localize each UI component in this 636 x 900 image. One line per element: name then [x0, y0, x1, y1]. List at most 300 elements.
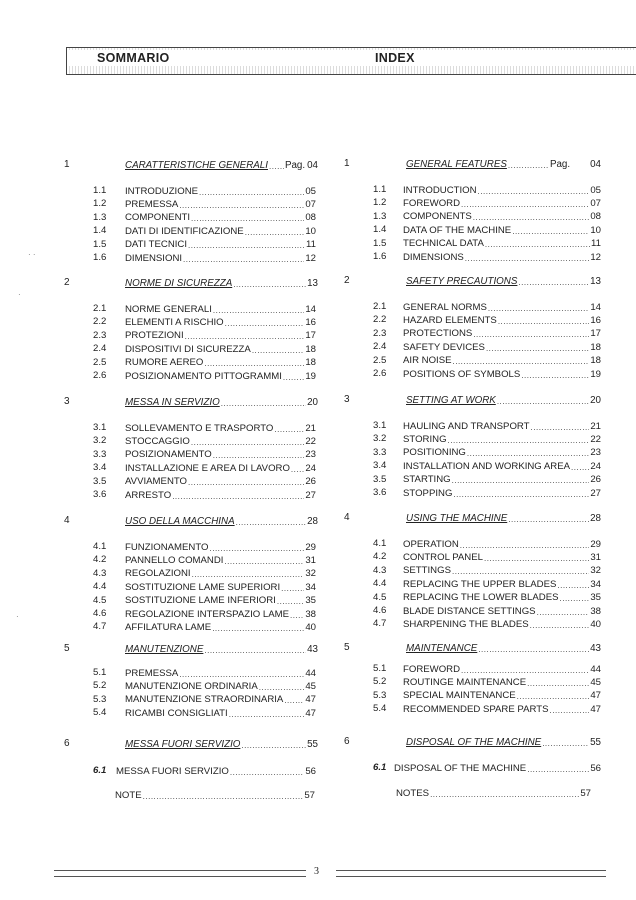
section-title: SHARPENING THE BLADES — [403, 618, 529, 630]
section-page: 10 — [305, 225, 316, 237]
section-entry[interactable] — [403, 537, 601, 551]
section-entry[interactable] — [403, 367, 601, 381]
section-entry[interactable] — [403, 300, 601, 314]
section-number: 3.2 — [93, 435, 107, 447]
section-entry[interactable] — [403, 689, 601, 703]
section-page: 11 — [306, 239, 316, 251]
section-title: SOSTITUZIONE LAME SUPERIORI — [125, 581, 281, 593]
section-entry[interactable] — [125, 706, 316, 720]
section-number: 4.4 — [373, 578, 387, 590]
section-page: 34 — [590, 578, 601, 590]
section-entry[interactable] — [403, 419, 601, 433]
section-entry[interactable] — [125, 567, 316, 581]
chapter-entry[interactable] — [406, 393, 601, 407]
section-number: 4.4 — [93, 581, 107, 593]
section-title: GENERAL NORMS — [403, 301, 487, 313]
dot-leader — [478, 186, 590, 195]
section-number: 3.1 — [373, 420, 387, 431]
section-number: 1.2 — [93, 198, 107, 210]
section-number: 2.4 — [373, 341, 387, 353]
section-number: 3.6 — [93, 489, 107, 500]
chapter-number: 3 — [344, 394, 350, 405]
chapter-number: 6 — [64, 738, 70, 749]
chapter-title: DISPOSAL OF THE MACHINE — [406, 736, 542, 748]
section-entry[interactable] — [125, 666, 316, 680]
section-number: 2.2 — [373, 314, 387, 326]
section-entry[interactable] — [125, 238, 316, 252]
section-entry[interactable] — [403, 340, 601, 354]
section-title: REGOLAZIONI — [125, 568, 191, 580]
section-entry[interactable] — [403, 473, 601, 487]
section-number: 5.1 — [373, 663, 387, 674]
section-number: 2.3 — [373, 327, 387, 339]
section-entry[interactable] — [403, 446, 601, 460]
chapter-page: 20 — [307, 396, 318, 408]
dot-leader — [191, 213, 304, 222]
section-page: 31 — [305, 554, 316, 566]
dot-leader — [213, 305, 304, 314]
section-number: 4.6 — [93, 608, 107, 619]
section-number: 2.6 — [373, 368, 387, 379]
section-title: STOCCAGGIO — [125, 435, 190, 447]
section-entry[interactable] — [403, 577, 601, 591]
section-page: 10 — [590, 224, 601, 236]
section-page: 18 — [305, 343, 316, 355]
section-page: 32 — [305, 568, 316, 580]
section-page: 27 — [590, 487, 601, 499]
section-page: 44 — [305, 667, 316, 679]
section-page: 38 — [305, 608, 316, 620]
section-page: 19 — [590, 368, 601, 380]
dot-leader — [221, 398, 306, 407]
dot-leader — [245, 227, 305, 236]
section-number: 6.1 — [373, 762, 387, 773]
section-title: NORME GENERALI — [125, 303, 212, 315]
dot-leader — [191, 437, 304, 446]
section-entry[interactable] — [125, 224, 316, 238]
margin-mark: · · — [28, 250, 36, 259]
dot-leader — [236, 517, 306, 526]
dot-leader — [259, 682, 305, 691]
section-entry[interactable] — [125, 693, 316, 707]
section-page: 24 — [590, 460, 601, 472]
section-page: 34 — [305, 581, 316, 593]
section-entry[interactable] — [125, 369, 316, 383]
section-entry[interactable] — [403, 617, 601, 631]
section-number: 3.3 — [373, 446, 387, 458]
section-title: PROTECTIONS — [403, 328, 473, 340]
dot-leader — [448, 435, 590, 444]
dot-leader — [537, 607, 590, 616]
section-entry[interactable] — [403, 459, 601, 473]
section-entry[interactable] — [125, 580, 316, 594]
section-title: SAFETY DEVICES — [403, 341, 485, 353]
section-title: POSITIONS OF SYMBOLS — [403, 368, 521, 380]
section-number: 1.3 — [93, 211, 107, 223]
dot-leader — [508, 160, 549, 169]
section-entry[interactable] — [403, 183, 601, 197]
section-number: 5.2 — [93, 680, 107, 692]
section-entry[interactable] — [403, 210, 601, 224]
section-page: 26 — [305, 476, 316, 488]
section-entry[interactable] — [394, 761, 601, 775]
section-title: RECOMMENDED SPARE PARTS — [403, 703, 549, 715]
section-title: BLADE DISTANCE SETTINGS — [403, 605, 536, 617]
dot-leader — [188, 477, 304, 486]
section-title: SETTINGS — [403, 565, 451, 577]
dot-leader — [274, 424, 304, 433]
chapter-title: GENERAL FEATURES — [406, 158, 507, 170]
section-entry[interactable] — [125, 448, 316, 462]
section-title: DATI DI IDENTIFICAZIONE — [125, 225, 244, 237]
section-entry[interactable] — [125, 315, 316, 329]
section-number: 5.1 — [93, 667, 107, 678]
chapter-number: 5 — [64, 643, 70, 654]
chapter-title: MAINTENANCE — [406, 642, 478, 654]
chapter-page: 55 — [590, 736, 601, 748]
section-number: 1.3 — [373, 210, 387, 222]
dot-leader — [465, 253, 590, 262]
dot-leader — [204, 358, 304, 367]
page-prefix: Pag. — [284, 159, 306, 171]
section-title: CONTROL PANEL — [403, 551, 483, 563]
section-title: OPERATION — [403, 538, 459, 550]
section-number: 2.6 — [93, 370, 107, 381]
dot-leader — [461, 199, 589, 208]
section-entry[interactable] — [403, 550, 601, 564]
chapter-entry[interactable] — [125, 737, 318, 751]
chapter-entry[interactable] — [406, 274, 601, 288]
dot-leader — [452, 566, 589, 575]
section-page: 45 — [590, 676, 601, 688]
section-entry[interactable] — [403, 432, 601, 446]
dot-leader — [233, 279, 306, 288]
section-page: 12 — [590, 251, 601, 263]
section-page: 07 — [305, 198, 316, 210]
section-page: 26 — [590, 474, 601, 486]
chapter-page: 13 — [590, 275, 601, 287]
section-title: HAZARD ELEMENTS — [403, 314, 497, 326]
chapter-number: 4 — [64, 515, 70, 526]
dot-leader — [518, 277, 589, 286]
section-entry[interactable] — [403, 702, 601, 716]
section-title: DISPOSAL OF THE MACHINE — [394, 762, 527, 774]
chapter-title: MESSA FUORI SERVIZIO — [125, 738, 241, 750]
section-page: 17 — [305, 330, 316, 342]
section-entry[interactable] — [125, 434, 316, 448]
section-title: SOLLEVAMENTO E TRASPORTO — [125, 422, 274, 434]
section-number: 1.5 — [93, 238, 107, 250]
header-title-english: INDEX — [375, 51, 415, 65]
section-number: 1.4 — [93, 225, 107, 237]
dot-leader — [204, 645, 306, 654]
section-title: PROTEZIONI — [125, 330, 184, 342]
notes-entry[interactable] — [396, 786, 591, 800]
section-title: DIMENSIONI — [125, 252, 183, 264]
section-entry[interactable] — [403, 196, 601, 210]
section-number: 2.3 — [93, 329, 107, 341]
section-entry[interactable] — [125, 211, 316, 225]
section-entry[interactable] — [403, 250, 601, 264]
section-number: 4.2 — [93, 554, 107, 566]
section-number: 2.1 — [93, 303, 107, 314]
section-entry[interactable] — [403, 591, 601, 605]
section-number: 4.7 — [93, 621, 107, 633]
section-title: COMPONENTS — [403, 211, 472, 223]
section-title: MESSA FUORI SERVIZIO — [116, 765, 229, 777]
dot-leader — [430, 789, 579, 798]
section-entry[interactable] — [403, 486, 601, 500]
section-entry[interactable] — [403, 327, 601, 341]
section-entry[interactable] — [125, 461, 316, 475]
dot-leader — [508, 514, 589, 523]
chapter-page: 20 — [590, 394, 601, 406]
section-entry[interactable] — [125, 329, 316, 343]
chapter-entry[interactable] — [406, 511, 601, 525]
section-page: 35 — [305, 595, 316, 607]
chapter-title: CARATTERISTICHE GENERALI — [125, 159, 268, 171]
section-entry[interactable] — [116, 764, 316, 778]
chapter-number: 1 — [64, 159, 70, 170]
dot-leader — [498, 316, 590, 325]
dot-leader — [527, 678, 589, 687]
section-title: AFFILATURA LAME — [125, 621, 212, 633]
footer-rule-left — [54, 870, 306, 877]
section-entry[interactable] — [125, 184, 316, 198]
section-page: 47 — [305, 694, 316, 706]
dot-leader — [229, 709, 305, 718]
notes-page: 57 — [580, 787, 591, 799]
section-page: 47 — [305, 707, 316, 719]
chapter-entry[interactable] — [125, 395, 318, 409]
notes-title: NOTES — [396, 787, 430, 799]
dot-leader — [185, 331, 305, 340]
notes-page: 57 — [304, 789, 315, 801]
section-title: SOSTITUZIONE LAME INFERIORI — [125, 595, 276, 607]
section-entry[interactable] — [125, 197, 316, 211]
section-number: 2.2 — [93, 316, 107, 328]
dot-leader — [224, 556, 304, 565]
margin-mark: · — [18, 290, 21, 299]
section-entry[interactable] — [403, 675, 601, 689]
section-title: RUMORE AEREO — [125, 357, 204, 369]
chapter-page: 43 — [590, 642, 601, 654]
chapter-entry[interactable] — [406, 735, 601, 749]
header-title-italian: SOMMARIO — [97, 51, 170, 65]
section-title: PREMESSA — [125, 198, 179, 210]
chapter-entry[interactable] — [125, 642, 318, 656]
section-page: 56 — [590, 762, 601, 774]
dot-leader — [473, 329, 589, 338]
section-number: 1.1 — [373, 184, 387, 195]
dot-leader — [452, 475, 590, 484]
section-page: 29 — [590, 538, 601, 550]
section-entry[interactable] — [125, 356, 316, 370]
chapter-title: MESSA IN SERVIZIO — [125, 396, 220, 408]
section-entry[interactable] — [403, 662, 601, 676]
section-entry[interactable] — [125, 553, 316, 567]
chapter-number: 6 — [344, 736, 350, 747]
section-title: POSITIONING — [403, 447, 466, 459]
chapter-title: MANUTENZIONE — [125, 643, 204, 655]
dot-leader — [192, 569, 305, 578]
section-number: 3.4 — [93, 462, 107, 474]
section-number: 6.1 — [93, 765, 107, 776]
dot-leader — [531, 422, 590, 431]
section-number: 4.7 — [373, 618, 387, 630]
dot-leader — [290, 610, 304, 619]
section-page: 18 — [590, 341, 601, 353]
dot-leader — [497, 396, 589, 405]
section-entry[interactable] — [125, 679, 316, 693]
dot-leader — [460, 540, 590, 549]
dot-leader — [461, 665, 589, 674]
section-number: 2.5 — [373, 354, 387, 366]
section-title: REPLACING THE UPPER BLADES — [403, 578, 557, 590]
chapter-entry[interactable] — [406, 157, 601, 171]
section-entry[interactable] — [125, 251, 316, 265]
section-title: REGOLAZIONE INTERSPAZIO LAME — [125, 608, 290, 620]
section-entry[interactable] — [403, 313, 601, 327]
chapter-page: 04 — [307, 159, 318, 171]
section-number: 2.4 — [93, 343, 107, 355]
dot-leader — [484, 553, 589, 562]
section-entry[interactable] — [125, 421, 316, 435]
section-entry[interactable] — [403, 564, 601, 578]
section-number: 1.6 — [373, 251, 387, 262]
footer-rule-right — [336, 870, 606, 877]
section-entry[interactable] — [403, 354, 601, 368]
chapter-number: 2 — [344, 275, 350, 286]
section-entry[interactable] — [403, 223, 601, 237]
section-page: 17 — [590, 328, 601, 340]
section-page: 47 — [590, 690, 601, 702]
dot-leader — [550, 705, 590, 714]
section-title: FUNZIONAMENTO — [125, 541, 209, 553]
dot-leader — [179, 200, 304, 209]
dot-leader — [542, 738, 589, 747]
section-title: INSTALLAZIONE E AREA DI LAVORO — [125, 462, 290, 474]
section-number: 3.5 — [93, 475, 107, 487]
dot-leader — [281, 583, 304, 592]
section-entry[interactable] — [125, 540, 316, 554]
dot-leader — [530, 620, 590, 629]
section-number: 3.4 — [373, 460, 387, 472]
section-page: 22 — [305, 435, 316, 447]
dot-leader — [277, 596, 304, 605]
section-number: 3.2 — [373, 433, 387, 445]
section-title: REPLACING THE LOWER BLADES — [403, 592, 559, 604]
dot-leader — [241, 740, 306, 749]
dot-leader — [199, 187, 304, 196]
section-entry[interactable] — [125, 594, 316, 608]
section-page: 29 — [305, 541, 316, 553]
section-number: 1.6 — [93, 252, 107, 263]
section-entry[interactable] — [125, 607, 316, 621]
section-page: 05 — [590, 184, 601, 196]
section-number: 1.1 — [93, 185, 107, 196]
section-title: COMPONENTI — [125, 212, 191, 224]
section-page: 07 — [590, 197, 601, 209]
section-entry[interactable] — [125, 302, 316, 316]
section-number: 5.4 — [373, 703, 387, 715]
section-title: STORING — [403, 433, 447, 445]
section-title: STARTING — [403, 474, 451, 486]
section-number: 2.5 — [93, 356, 107, 368]
dot-leader — [453, 356, 590, 365]
section-title: MANUTENZIONE ORDINARIA — [125, 680, 258, 692]
section-title: POSIZIONAMENTO — [125, 449, 212, 461]
section-number: 4.1 — [93, 541, 107, 552]
chapter-entry[interactable] — [125, 514, 318, 528]
section-entry[interactable] — [125, 488, 316, 502]
section-title: AIR NOISE — [403, 355, 452, 367]
section-title: AVVIAMENTO — [125, 476, 188, 488]
section-title: PREMESSA — [125, 667, 179, 679]
notes-entry[interactable] — [115, 788, 315, 802]
section-entry[interactable] — [125, 475, 316, 489]
section-title: ROUTINGE MAINTENANCE — [403, 676, 527, 688]
section-entry[interactable] — [125, 620, 316, 634]
chapter-entry[interactable] — [125, 276, 318, 290]
section-number: 3.1 — [93, 422, 107, 433]
section-number: 4.3 — [373, 564, 387, 576]
dot-leader — [252, 345, 305, 354]
section-entry[interactable] — [403, 237, 601, 251]
chapter-page: 55 — [307, 738, 318, 750]
section-page: 18 — [590, 355, 601, 367]
section-page: 18 — [305, 357, 316, 369]
dot-leader — [291, 464, 304, 473]
section-number: 3.6 — [373, 487, 387, 498]
chapter-title: USING THE MACHINE — [406, 512, 508, 524]
section-title: STOPPING — [403, 487, 453, 499]
section-title: INSTALLATION AND WORKING AREA — [403, 460, 571, 472]
section-page: 23 — [590, 447, 601, 459]
dot-leader — [179, 669, 304, 678]
section-entry[interactable] — [125, 342, 316, 356]
section-page: 31 — [590, 551, 601, 563]
section-number: 1.4 — [373, 224, 387, 236]
chapter-number: 5 — [344, 642, 350, 653]
section-number: 4.6 — [373, 605, 387, 616]
dot-leader — [172, 491, 304, 500]
dot-leader — [284, 695, 304, 704]
section-page: 38 — [590, 605, 601, 617]
notes-title: NOTE — [115, 789, 142, 801]
dot-leader — [188, 240, 305, 249]
section-title: ELEMENTI A RISCHIO — [125, 316, 224, 328]
dot-leader — [453, 489, 589, 498]
dot-leader — [269, 161, 284, 170]
section-title: DATI TECNICI — [125, 239, 188, 251]
chapter-entry[interactable] — [406, 641, 601, 655]
dot-leader — [467, 448, 589, 457]
section-title: FOREWORD — [403, 197, 461, 209]
section-entry[interactable] — [403, 604, 601, 618]
section-page: 05 — [305, 185, 316, 197]
dot-leader — [512, 226, 589, 235]
section-title: PANNELLO COMANDI — [125, 554, 224, 566]
dot-leader — [486, 343, 589, 352]
dot-leader — [283, 372, 304, 381]
chapter-entry[interactable] — [125, 158, 318, 172]
section-title: SPECIAL MAINTENANCE — [403, 690, 516, 702]
dot-leader — [143, 791, 304, 800]
section-page: 11 — [591, 238, 601, 250]
section-page: 47 — [590, 703, 601, 715]
section-page: 21 — [590, 420, 601, 432]
